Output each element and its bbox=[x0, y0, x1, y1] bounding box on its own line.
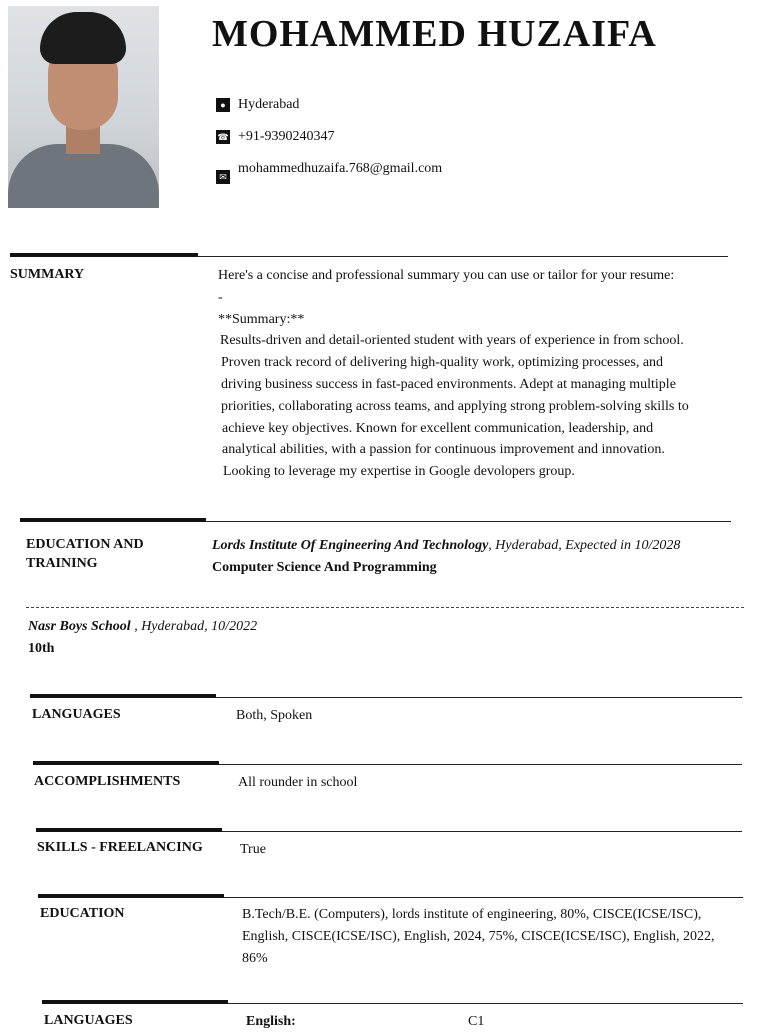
location-text: Hyderabad bbox=[238, 97, 300, 112]
languages-heading: LANGUAGES bbox=[32, 707, 121, 722]
contact-phone bbox=[216, 128, 452, 146]
field-of-study: 10th bbox=[28, 641, 55, 656]
summary-text: Here's a concise and professional summary you can use or tailor for your resume: - **Summary:** Results-driven and detail-oriented student with years of experience in from school. Proven track record of delivering high-quality work, optimizing processes, and driving business success in fast-paced environments. Adept at managing multiple priorities, collaborating across teams, and applying strong problem-solving skills to achieve key objectives. Known for excellent communication, leadership, and analytical abilities, with a passion for continuous improvement and innovation. Looking to leverage my expertise in Google devolopers group. bbox=[218, 268, 689, 480]
envelope-icon: ✉ bbox=[216, 170, 230, 184]
section-rule bbox=[10, 256, 728, 257]
languages-value: Both, Spoken bbox=[236, 708, 313, 723]
profile-photo bbox=[8, 6, 159, 208]
section-rule bbox=[33, 764, 742, 765]
skills-value: True bbox=[240, 842, 266, 857]
education-entry-1 bbox=[212, 535, 680, 579]
institution-details: , Hyderabad, 10/2022 bbox=[130, 619, 258, 634]
institution-details: , Hyderabad, Expected in 10/2028 bbox=[488, 538, 681, 553]
phone-text: +91-9390240347 bbox=[238, 129, 335, 144]
dashed-divider bbox=[26, 607, 744, 608]
section-rule bbox=[36, 831, 742, 832]
section-rule bbox=[20, 521, 731, 522]
section-rule bbox=[38, 897, 743, 898]
contact-email bbox=[216, 160, 452, 184]
email-text: mohammedhuzaifa.768@gmail.com bbox=[238, 161, 443, 176]
education-training-heading: EDUCATION AND TRAINING bbox=[26, 537, 144, 571]
field-of-study: Computer Science And Programming bbox=[212, 560, 437, 575]
contact-location bbox=[216, 96, 452, 114]
section-rule bbox=[42, 1003, 743, 1004]
language-level: C1 bbox=[468, 1014, 485, 1029]
accomplishments-value: All rounder in school bbox=[238, 775, 358, 790]
institution-name: Lords Institute Of Engineering And Technology bbox=[212, 538, 489, 553]
education-heading: EDUCATION bbox=[40, 906, 125, 921]
languages-heading-2: LANGUAGES bbox=[44, 1013, 133, 1028]
institution-name: Nasr Boys School bbox=[28, 619, 131, 634]
accomplishments-heading: ACCOMPLISHMENTS bbox=[34, 774, 181, 789]
map-pin-icon: ● bbox=[216, 98, 230, 112]
phone-icon: ☎ bbox=[217, 132, 229, 142]
section-rule bbox=[30, 697, 742, 698]
skills-heading: SKILLS - FREELANCING bbox=[37, 840, 203, 855]
candidate-name: MOHAMMED HUZAIFA bbox=[212, 13, 657, 55]
summary-heading: SUMMARY bbox=[10, 267, 85, 282]
education-entry-2 bbox=[28, 616, 257, 660]
language-name: English: bbox=[246, 1014, 296, 1029]
education-text: B.Tech/B.E. (Computers), lords institute of engineering, 80%, CISCE(ICSE/ISC), English, CISCE(ICSE/ISC), English, 2024, 75%, CISCE(ICSE/ISC), English, 2022, 86% bbox=[242, 907, 715, 966]
